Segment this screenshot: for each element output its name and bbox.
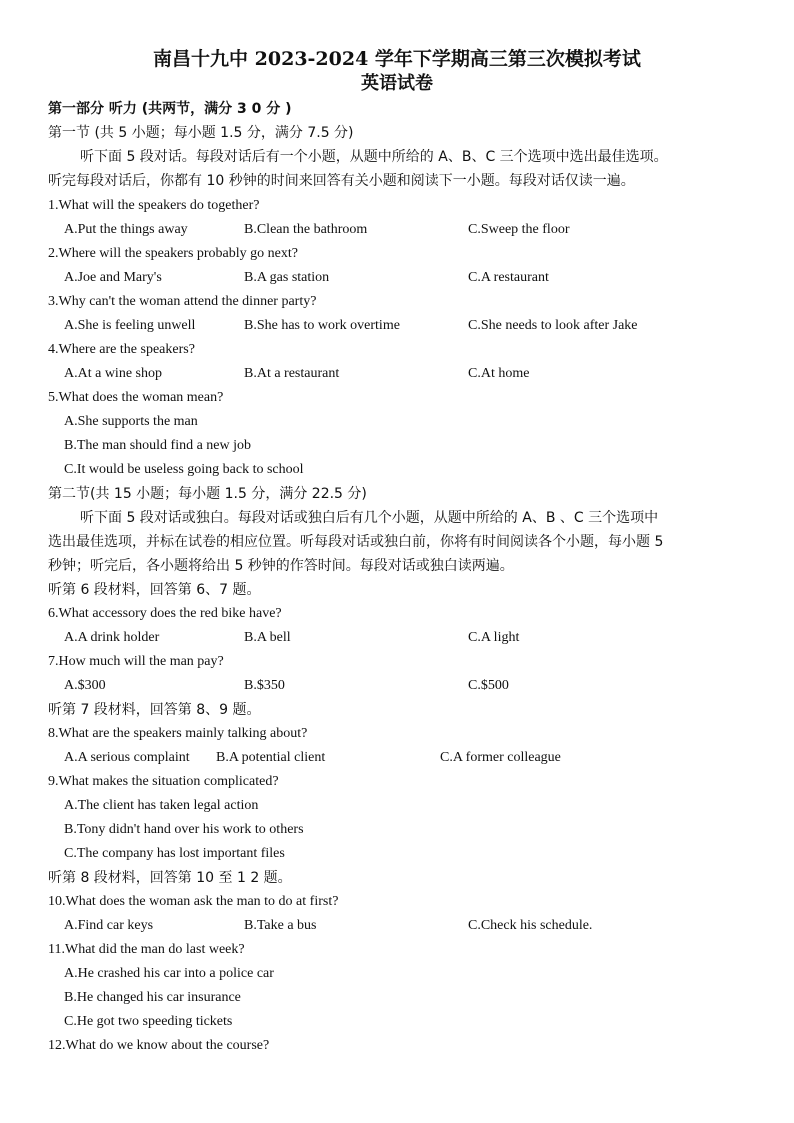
section1-instruction-1: 听下面 5 段对话。每段对话后有一个小题，从题中所给的 A、B、C 三个选项中选出最佳选项。 [80, 149, 668, 165]
option-a: A.She supports the man [64, 414, 198, 429]
option-a: A.A drink holder [64, 630, 160, 645]
question-8-options [48, 746, 764, 770]
option-b: B.The man should find a new job [64, 438, 252, 453]
section2-instruction-3: 秒钟；听完后，各小题将给出 5 秒钟的作答时间。每段对话或独白读两遍。 [48, 558, 514, 574]
option-b: B.She has to work overtime [244, 318, 400, 333]
option-a: A.$300 [64, 678, 106, 693]
option-b: B.A bell [244, 630, 291, 645]
option-b: B.At a restaurant [244, 366, 340, 381]
option-a: A.He crashed his car into a police car [64, 966, 274, 981]
option-b: B.$350 [244, 678, 285, 693]
question-10-options [48, 914, 764, 938]
page-subtitle: 英语试卷 [361, 73, 433, 94]
section2-heading: 第二节(共 15 小题；每小题 1.5 分，满分 22.5 分) [48, 486, 367, 502]
option-a: A.At a wine shop [64, 366, 162, 381]
question-3-options [48, 314, 764, 338]
question-6-options [48, 626, 764, 650]
option-c: C.Sweep the floor [468, 222, 570, 237]
question-1-options [48, 218, 764, 242]
question-8: 8.What are the speakers mainly talking about? [48, 726, 308, 741]
option-c: C.The company has lost important files [64, 846, 285, 861]
option-c: C.He got two speeding tickets [64, 1014, 233, 1029]
material-8-heading: 听第 8 段材料，回答第 10 至 1 2 题。 [48, 870, 292, 886]
page-title: 南昌十九中 2023-2024 学年下学期高三第三次模拟考试 [153, 48, 641, 70]
section2-instruction-1: 听下面 5 段对话或独白。每段对话或独白后有几个小题，从题中所给的 A、B 、C 三个选项中 [80, 510, 659, 526]
option-b: B.Tony didn't hand over his work to others [64, 822, 304, 837]
option-c: C.At home [468, 366, 530, 381]
question-9: 9.What makes the situation complicated? [48, 774, 279, 789]
option-c: C.$500 [468, 678, 509, 693]
option-c: C.A light [468, 630, 520, 645]
option-a: A.A serious complaint [64, 750, 190, 765]
option-b: B.A potential client [216, 750, 326, 765]
section1-instruction-2: 听完每段对话后，你都有 10 秒钟的时间来回答有关小题和阅读下一小题。每段对话仅读一遍。 [48, 173, 635, 189]
option-c: C.A restaurant [468, 270, 549, 285]
option-c: C.Check his schedule. [468, 918, 593, 933]
option-c: C.A former colleague [440, 750, 561, 765]
option-c: C.She needs to look after Jake [468, 318, 638, 333]
option-a: A.She is feeling unwell [64, 318, 196, 333]
question-4: 4.Where are the speakers? [48, 342, 195, 357]
question-10: 10.What does the woman ask the man to do at first? [48, 894, 339, 909]
section1-heading: 第一节 (共 5 小题；每小题 1.5 分，满分 7.5 分) [48, 125, 354, 141]
option-a: A.Put the things away [64, 222, 188, 237]
option-c: C.It would be useless going back to school [64, 462, 304, 477]
option-a: A.Find car keys [64, 918, 154, 933]
question-12: 12.What do we know about the course? [48, 1038, 270, 1053]
question-7: 7.How much will the man pay? [48, 654, 224, 669]
question-3: 3.Why can't the woman attend the dinner party? [48, 294, 317, 309]
question-1: 1.What will the speakers do together? [48, 198, 260, 213]
option-b: B.Take a bus [244, 918, 317, 933]
option-a: A.Joe and Mary's [64, 270, 162, 285]
question-2-options [48, 266, 764, 290]
material-6-heading: 听第 6 段材料，回答第 6、7 题。 [48, 582, 261, 598]
question-7-options [48, 674, 764, 698]
option-b: B.He changed his car insurance [64, 990, 241, 1005]
question-2: 2.Where will the speakers probably go next? [48, 246, 298, 261]
option-b: B.Clean the bathroom [244, 222, 368, 237]
question-5: 5.What does the woman mean? [48, 390, 224, 405]
part1-heading: 第一部分 听力 (共两节，满分 3 0 分 ) [48, 101, 292, 117]
option-a: A.The client has taken legal action [64, 798, 259, 813]
question-6: 6.What accessory does the red bike have? [48, 606, 282, 621]
section2-instruction-2: 选出最佳选项，并标在试卷的相应位置。听每段对话或独白前，你将有时间阅读各个小题，每小题 5 [48, 534, 664, 550]
question-11: 11.What did the man do last week? [48, 942, 245, 957]
option-b: B.A gas station [244, 270, 330, 285]
material-7-heading: 听第 7 段材料，回答第 8、9 题。 [48, 702, 261, 718]
question-4-options [48, 362, 764, 386]
